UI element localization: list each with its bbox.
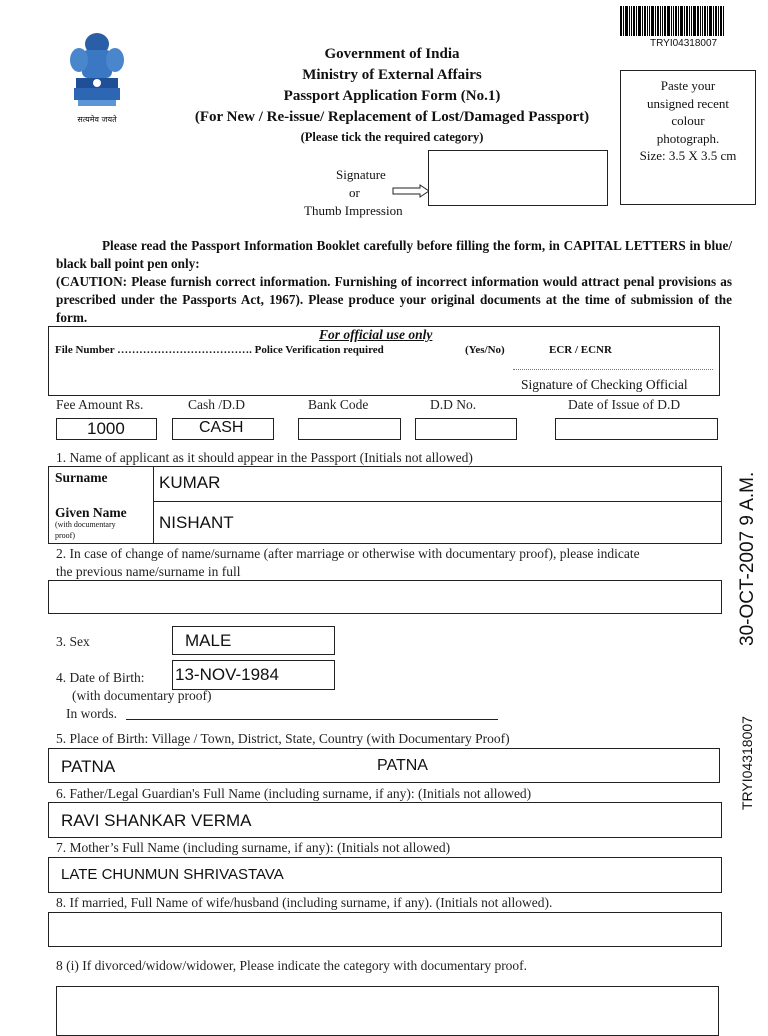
given-name-note: (with documentary <box>55 520 116 529</box>
spouse-name-field[interactable] <box>48 912 722 947</box>
q5-label: 5. Place of Birth: Village / Town, District, State, Country (with Documentary Proof) <box>56 731 510 746</box>
header-tick-note: (Please tick the required category) <box>300 130 484 144</box>
official-use-box <box>48 326 720 396</box>
barcode <box>620 6 750 38</box>
given-name-label: Given Name <box>55 505 127 520</box>
checking-official-line <box>513 369 713 370</box>
thumb-impression-label: Thumb Impression <box>304 203 403 218</box>
father-name-field[interactable]: RAVI SHANKAR VERMA <box>48 802 722 838</box>
dd-number-field[interactable] <box>415 418 517 440</box>
q2-label-line1: 2. In case of change of name/surname (after marriage or otherwise with documentary proof), please indicate <box>56 546 640 561</box>
bank-code-label: Bank Code <box>308 397 369 412</box>
bank-code-field[interactable] <box>298 418 401 440</box>
q7-label: 7. Mother’s Full Name (including surname, if any): (Initials not allowed) <box>56 840 451 855</box>
ecr-ecnr-field: ECR / ECNR <box>549 344 612 356</box>
previous-name-field[interactable] <box>48 580 722 614</box>
divorce-widow-field[interactable] <box>56 986 719 1036</box>
q3-label: 3. Sex <box>56 634 90 649</box>
file-number-field: File Number ………………………………. Police Verification required <box>55 344 384 356</box>
arrow-right-icon <box>392 183 430 202</box>
fee-amount-label: Fee Amount Rs. <box>56 397 144 412</box>
photo-box[interactable] <box>620 70 756 205</box>
instruction-paragraph: Please read the Passport Information Booklet carefully before filling the form, in CAPITAL LETTERS in blue/ black ball point pen only: <box>56 238 732 271</box>
q8-label: 8. If married, Full Name of wife/husband (including surname, if any). (Initials not allowed). <box>56 895 553 910</box>
barcode-text: TRYI04318007 <box>650 38 718 49</box>
payment-mode-field[interactable]: CASH <box>172 418 274 440</box>
police-verification-yes-no: (Yes/No) <box>465 344 505 356</box>
q4-label: 4. Date of Birth: <box>56 670 145 685</box>
header-government: Government of India <box>324 46 460 62</box>
q8i-label: 8 (i) If divorced/widow/widower, Please indicate the category with documentary proof. <box>56 958 528 973</box>
signature-or: or <box>349 185 360 200</box>
surname-value[interactable]: KUMAR <box>159 473 221 492</box>
dd-date-label: Date of Issue of D.D <box>568 397 681 412</box>
date-of-birth-field[interactable]: 13-NOV-1984 <box>172 660 335 690</box>
q6-label: 6. Father/Legal Guardian's Full Name (including surname, if any): (Initials not allowed) <box>56 786 532 801</box>
emblem-motto: सत्यमेव जयते <box>77 115 117 124</box>
dd-no-label: D.D No. <box>430 397 477 412</box>
mother-name-field[interactable]: LATE CHUNMUN SHRIVASTAVA <box>48 857 722 893</box>
checking-official-signature: Signature of Checking Official <box>521 377 688 392</box>
dob-in-words-label: In words. <box>66 706 117 721</box>
dob-in-words-line[interactable] <box>126 719 498 720</box>
fee-amount-field[interactable]: 1000 <box>56 418 157 440</box>
signature-label: Signature <box>336 167 386 182</box>
signature-box[interactable] <box>428 150 608 206</box>
birth-district: PATNA <box>377 757 428 774</box>
header-ministry: Ministry of External Affairs <box>302 67 482 83</box>
header-form-title: Passport Application Form (No.1) <box>283 88 501 104</box>
place-of-birth-field[interactable] <box>48 748 720 783</box>
given-name-value[interactable]: NISHANT <box>159 513 234 532</box>
q2-label-line2: the previous name/surname in full <box>56 564 241 579</box>
caution-paragraph: (CAUTION: Please furnish correct information. Furnishing of incorrect information would attract penal provisions as prescribed under the Passports Act, 1967). Please produce your original documents at the time of submission of the form. <box>56 274 732 325</box>
photo-instructions: Paste your unsigned recent colour photograph. Size: 3.5 X 3.5 cm <box>639 78 737 163</box>
birth-village: PATNA <box>61 757 116 776</box>
receipt-reference-stamp: TRYI04318007 <box>739 716 755 810</box>
cash-dd-label: Cash /D.D <box>188 397 245 412</box>
header-form-subtitle: (For New / Re-issue/ Replacement of Lost/Damaged Passport) <box>194 109 590 125</box>
name-table <box>48 466 722 544</box>
official-use-title: For official use only <box>319 327 433 342</box>
given-name-note-2: proof) <box>55 531 75 540</box>
dob-proof-note: (with documentary proof) <box>72 688 212 703</box>
q1-label: 1. Name of applicant as it should appear in the Passport (Initials not allowed) <box>56 450 473 465</box>
sex-field[interactable]: MALE <box>172 626 335 655</box>
surname-label: Surname <box>55 470 108 485</box>
dd-date-field[interactable] <box>555 418 718 440</box>
receipt-datetime-stamp: 30-OCT-2007 9 A.M. <box>737 471 758 646</box>
